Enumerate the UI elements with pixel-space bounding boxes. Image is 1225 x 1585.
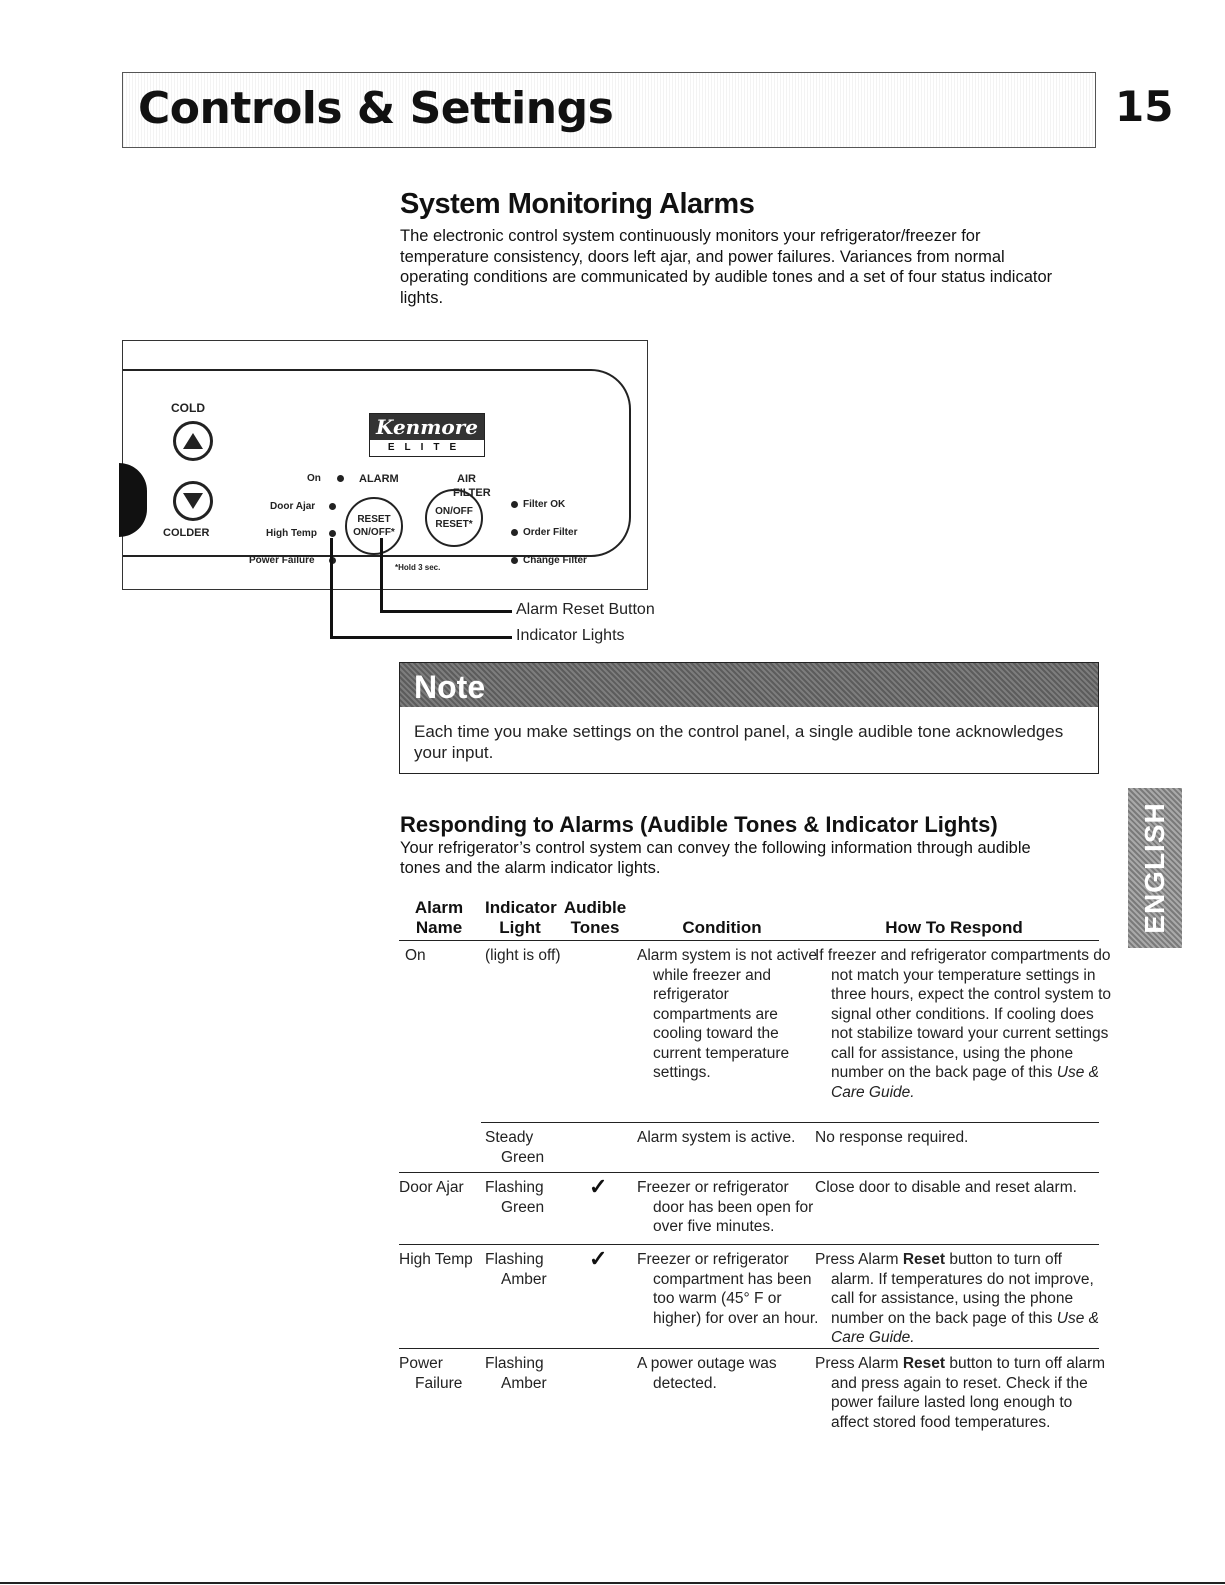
colder-label: COLDER [163,527,210,539]
row-high-temp-response [815,1250,1107,1348]
row-high-temp-name: High Temp [399,1251,473,1268]
row-high-temp-light: Flashing Amber [485,1251,547,1288]
row-high-temp-condition: Freezer or refrigerator compartment has been too warm (45° F or higher) for over an hour. [637,1251,819,1327]
section2-intro: Your refrigerator’s control system can convey the following information through audible tones and the alarm indicator lights. [400,839,1031,877]
indicator-dot-on [337,475,344,482]
row-power-failure-condition: A power outage was detected. [637,1355,777,1392]
th-audible-line1: Audible [563,898,627,917]
reset-btn-line1: RESET [357,514,391,525]
reset-leader-vertical [380,538,383,612]
bottom-rule [0,1582,1225,1584]
section2-title: Responding to Alarms (Audible Tones & Indicator Lights) [400,812,998,837]
th-how-to-respond: How To Respond [885,918,1023,937]
th-alarm-name-line2: Name [415,918,463,937]
table-rule [399,1244,1099,1245]
row-door-ajar-tone-check-icon: ✓ [589,1174,608,1199]
row-on-condition: Alarm system is not active while freezer and refrigerator compartments are cooling toward the current temperature settings. [637,947,818,1081]
language-tab-label: ENGLISH [1139,802,1170,934]
row-on-response [815,946,1111,1102]
row-on-name: On [405,947,426,964]
table-rule [399,1172,1099,1173]
alarm-reset-button [345,497,403,555]
hold-note: *Hold 3 sec. [395,563,441,572]
section-intro: The electronic control system continuously monitors your refrigerator/freezer for temperature consistency, doors left ajar, and power failures. Variances from normal operating conditions are communicated by audible tones and a set of four status indicator lights. [400,227,1053,307]
language-tab [1128,788,1182,948]
panel-face [123,369,631,572]
row-door-ajar-condition: Freezer or refrigerator door has been open for over five minutes. [637,1179,814,1235]
arrow-up-icon [181,431,205,451]
indicator-label-door-ajar: Door Ajar [270,501,316,512]
indicator-lights-callout: Indicator Lights [516,627,625,644]
indicator-label-high-temp: High Temp [266,528,317,539]
onoff-btn-line1: ON/OFF [435,506,473,517]
row-steady-response: No response required. [815,1129,969,1146]
row-power-failure-response [815,1354,1111,1432]
note-header: Note [400,663,1098,707]
header-banner [122,72,1096,148]
table-rule [481,1122,1099,1123]
indicator-leader-vertical [330,538,333,638]
air-filter-button [425,489,483,547]
arrow-down-icon [181,491,205,511]
change-filter-dot [511,557,518,564]
filter-ok-dot [511,501,518,508]
filter-label: FILTER [453,487,491,499]
onoff-btn-line2: RESET* [435,519,473,530]
row-door-ajar-response: Close door to disable and reset alarm. [815,1179,1077,1196]
th-alarm-name [413,898,465,938]
note-box [399,662,1099,774]
row-power-failure-response-text: button to turn off alarm and press again to reset. Check if the power failure lasted long enough to affect stored food temperatures. [831,1355,1106,1431]
indicator-leader-horizontal [330,636,512,639]
logo-sub: ELITE [387,442,467,453]
row-on-response-text: If freezer and refrigerator compartments do not match your temperature settings in three hours, expect the control system to signal other conditions. If cooling does not stabilize toward your current settings call for assistance, using the phone number on the back page of this [815,947,1111,1081]
row-power-failure-response-pre: Press Alarm [815,1355,903,1372]
page-title: Controls & Settings [138,83,614,134]
colder-up-button [173,421,213,461]
reset-leader-horizontal [380,610,512,613]
row-high-temp-response-text: button to turn off alarm. If temperatures do not improve, call for assistance, using the phone number on the back page of this [831,1251,1094,1327]
row-power-failure-response-bold: Reset [902,1355,946,1372]
row-on-light: (light is off) [485,947,561,964]
th-indicator-line2: Light [499,918,541,937]
row-high-temp-response-bold: Reset [902,1251,946,1268]
indicator-label-power-failure: Power Failure [249,555,315,566]
page-number: 15 [1115,82,1174,131]
row-high-temp-response-pre: Press Alarm [815,1251,903,1268]
indicator-dot-high-temp [329,530,336,537]
row-power-failure-name: Power Failure [399,1355,463,1392]
row-on-response-guide: Use & Care Guide. [831,1064,1099,1101]
panel-side-tab [119,463,147,537]
indicator-label-on: On [307,473,321,484]
th-condition: Condition [682,918,762,937]
row-high-temp-response-guide: Use & Care Guide. [831,1309,1099,1346]
filter-ok-label: Filter OK [523,499,566,510]
table-rule [399,1348,1099,1349]
order-filter-label: Order Filter [523,527,578,538]
alarm-reset-callout: Alarm Reset Button [516,601,655,618]
th-audible-line2: Tones [570,918,620,937]
table-header-rule [399,940,1099,941]
row-steady-condition: Alarm system is active. [637,1129,796,1146]
air-label: AIR [457,473,476,485]
row-door-ajar-light: Flashing Green [485,1179,545,1216]
th-alarm-name-line1: Alarm [414,898,464,917]
row-power-failure-light: Flashing Amber [485,1355,547,1392]
th-indicator-light [485,898,555,938]
change-filter-label: Change Filter [523,555,587,566]
kenmore-elite-logo [369,413,485,457]
row-steady-light: Steady Green [485,1129,545,1166]
cold-label: COLD [171,401,205,415]
alarm-label: ALARM [359,473,399,485]
section-title: System Monitoring Alarms [400,188,755,220]
row-door-ajar-name: Door Ajar [399,1179,464,1196]
order-filter-dot [511,529,518,536]
logo-brand: Kenmore [370,414,484,440]
control-panel-illustration [122,340,648,590]
note-text: Each time you make settings on the control panel, a single audible tone acknowledges your input. [414,722,1064,762]
reset-btn-line2: ON/OFF* [353,527,395,538]
indicator-dot-door-ajar [329,503,336,510]
row-high-temp-tone-check-icon: ✓ [589,1246,608,1271]
th-audible-tones [563,898,627,938]
colder-down-button [173,481,213,521]
th-indicator-line1: Indicator [485,898,557,917]
